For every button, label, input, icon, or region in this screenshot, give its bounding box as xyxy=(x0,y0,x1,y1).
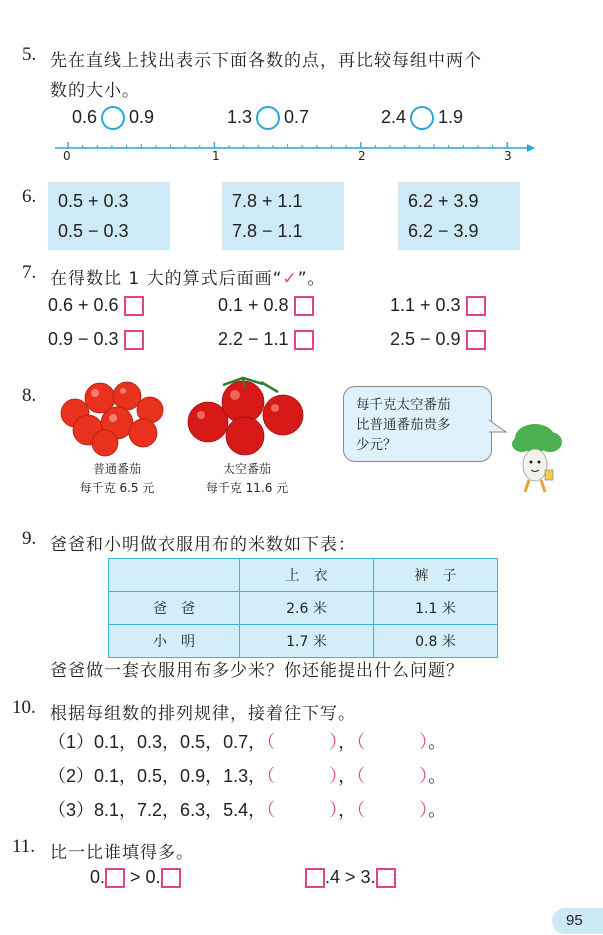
answer-box[interactable] xyxy=(294,296,314,316)
q7-text-before: 在得数比 1 大的算式后面画“ xyxy=(50,269,283,289)
q5-pair-1 xyxy=(72,106,154,130)
q5-pair-1-b: 0.9 xyxy=(129,106,155,127)
q11-left xyxy=(90,867,181,888)
seq-end: 。 xyxy=(428,766,447,786)
tick-label-1: 1 xyxy=(212,149,220,163)
table-row xyxy=(109,592,498,625)
tick-label-3: 3 xyxy=(504,149,512,163)
q6-expr: 0.5 + 0.3 xyxy=(58,191,129,211)
answer-blank[interactable]: （ ） xyxy=(356,766,429,786)
q11-right-a: .4 > 3. xyxy=(325,867,376,887)
table-cell: 2.6 米 xyxy=(240,592,374,625)
bubble-line: 比普通番茄贵多 xyxy=(356,417,451,433)
answer-box[interactable] xyxy=(161,868,181,888)
answer-blank[interactable]: （ ） xyxy=(356,800,429,820)
compare-circle-2[interactable] xyxy=(256,106,280,130)
table-cell: 1.7 米 xyxy=(240,625,374,658)
q5-pair-3-a: 2.4 xyxy=(381,106,407,127)
seq-label: （1） xyxy=(48,732,95,752)
q6-expr: 6.2 − 3.9 xyxy=(408,221,479,241)
seq-label: （3） xyxy=(48,800,95,820)
table-cell: 1.1 米 xyxy=(374,592,498,625)
space-tomato-caption xyxy=(192,460,302,498)
q10-seq-3 xyxy=(48,796,446,822)
answer-box[interactable] xyxy=(105,868,125,888)
answer-box[interactable] xyxy=(376,868,396,888)
answer-blank[interactable]: （ ） xyxy=(266,800,339,820)
q7-item xyxy=(390,329,486,350)
q6-expr: 7.8 − 1.1 xyxy=(232,221,303,241)
table-header-cell xyxy=(109,559,240,592)
q6-expr: 7.8 + 1.1 xyxy=(232,191,303,211)
q7-item xyxy=(218,295,314,316)
bubble-line: 少元？ xyxy=(356,437,397,453)
answer-box[interactable] xyxy=(124,296,144,316)
q7-item xyxy=(48,329,144,350)
answer-box[interactable] xyxy=(305,868,325,888)
q7-expr: 0.9 − 0.3 xyxy=(48,329,119,349)
q6-expr: 0.5 − 0.3 xyxy=(58,221,129,241)
table-cell: 0.8 米 xyxy=(374,625,498,658)
q6-card-1 xyxy=(48,182,170,250)
q6-number: 6. xyxy=(22,186,37,207)
seq-sep: ， xyxy=(338,732,357,752)
page-number: 95 xyxy=(566,912,583,929)
checkmark-icon: ✓ xyxy=(282,269,298,289)
q11-number: 11. xyxy=(12,836,36,857)
q5-text-line2: 数的大小。 xyxy=(50,81,140,101)
answer-blank[interactable]: （ ） xyxy=(356,732,429,752)
q7-text xyxy=(50,264,326,289)
q7-item xyxy=(390,295,486,316)
table-cell: 小 明 xyxy=(109,625,240,658)
seq-values: 0.1，0.3，0.5，0.7， xyxy=(94,732,267,752)
compare-circle-1[interactable] xyxy=(101,106,125,130)
table-header-cell: 裤 子 xyxy=(374,559,498,592)
q6-card-2 xyxy=(222,182,344,250)
common-tomato-name: 普通番茄 xyxy=(92,462,141,476)
number-line xyxy=(55,140,535,170)
table-header-cell: 上 衣 xyxy=(240,559,374,592)
q5-text-line1: 先在直线上找出表示下面各数的点，再比较每组中两个 xyxy=(50,51,482,71)
q5-pair-2 xyxy=(227,106,309,130)
seq-end: 。 xyxy=(428,800,447,820)
q7-item xyxy=(218,329,314,350)
q11-right xyxy=(305,867,396,888)
compare-circle-3[interactable] xyxy=(410,106,434,130)
arrow-icon xyxy=(527,144,535,152)
common-tomato-caption xyxy=(62,460,172,498)
q10-text: 根据每组数的排列规律，接着往下写。 xyxy=(50,704,356,724)
answer-box[interactable] xyxy=(466,330,486,350)
answer-box[interactable] xyxy=(124,330,144,350)
speech-bubble xyxy=(343,386,492,462)
q6-card-3 xyxy=(398,182,520,250)
common-tomato-price: 每千克 6.5 元 xyxy=(79,481,155,495)
q10-number: 10. xyxy=(12,697,36,718)
q10-seq-2 xyxy=(48,762,446,788)
q5-pair-3 xyxy=(381,106,463,130)
seq-values: 8.1，7.2，6.3，5.4， xyxy=(94,800,267,820)
answer-box[interactable] xyxy=(294,330,314,350)
seq-sep: ， xyxy=(338,766,357,786)
space-tomato-name: 太空番茄 xyxy=(222,462,271,476)
q5-pair-3-b: 1.9 xyxy=(438,106,464,127)
seq-sep: ， xyxy=(338,800,357,820)
table-cell: 爸 爸 xyxy=(109,592,240,625)
table-row xyxy=(109,625,498,658)
q10-seq-1 xyxy=(48,728,446,754)
seq-end: 。 xyxy=(428,732,447,752)
q8-number: 8. xyxy=(22,385,37,406)
q9-text: 爸爸和小明做衣服用布的米数如下表： xyxy=(50,535,356,555)
q5-number: 5. xyxy=(22,44,37,65)
space-tomato-price: 每千克 11.6 元 xyxy=(205,481,289,495)
q7-text-after: ”。 xyxy=(297,269,326,289)
q11-left-op: > 0. xyxy=(125,867,161,887)
radish-character-icon xyxy=(505,420,567,495)
cloth-table xyxy=(108,558,498,658)
q7-expr: 2.5 − 0.9 xyxy=(390,329,461,349)
answer-blank[interactable]: （ ） xyxy=(266,766,339,786)
q5-pair-2-b: 0.7 xyxy=(284,106,310,127)
q7-number: 7. xyxy=(22,262,37,283)
q9-number: 9. xyxy=(22,528,37,549)
common-tomatoes-image xyxy=(55,368,170,458)
q11-left-a: 0. xyxy=(90,867,106,887)
q7-expr: 1.1 + 0.3 xyxy=(390,295,461,315)
bubble-line: 每千克太空番茄 xyxy=(356,397,451,413)
q7-item xyxy=(48,295,144,316)
q5-pair-1-a: 0.6 xyxy=(72,106,98,127)
seq-values: 0.1，0.5，0.9，1.3， xyxy=(94,766,267,786)
q9-question: 爸爸做一套衣服用布多少米？你还能提出什么问题？ xyxy=(50,661,464,681)
tick-label-2: 2 xyxy=(358,149,366,163)
q11-text: 比一比谁填得多。 xyxy=(50,843,194,863)
q7-expr: 0.1 + 0.8 xyxy=(218,295,289,315)
q5-pair-2-a: 1.3 xyxy=(227,106,253,127)
table-header-row xyxy=(109,559,498,592)
q7-expr: 2.2 − 1.1 xyxy=(218,329,289,349)
space-tomatoes-image xyxy=(183,370,313,460)
answer-blank[interactable]: （ ） xyxy=(266,732,339,752)
tick-label-0: 0 xyxy=(63,149,71,163)
page-number-badge xyxy=(552,908,603,934)
q6-expr: 6.2 + 3.9 xyxy=(408,191,479,211)
q7-expr: 0.6 + 0.6 xyxy=(48,295,119,315)
seq-label: （2） xyxy=(48,766,95,786)
answer-box[interactable] xyxy=(466,296,486,316)
